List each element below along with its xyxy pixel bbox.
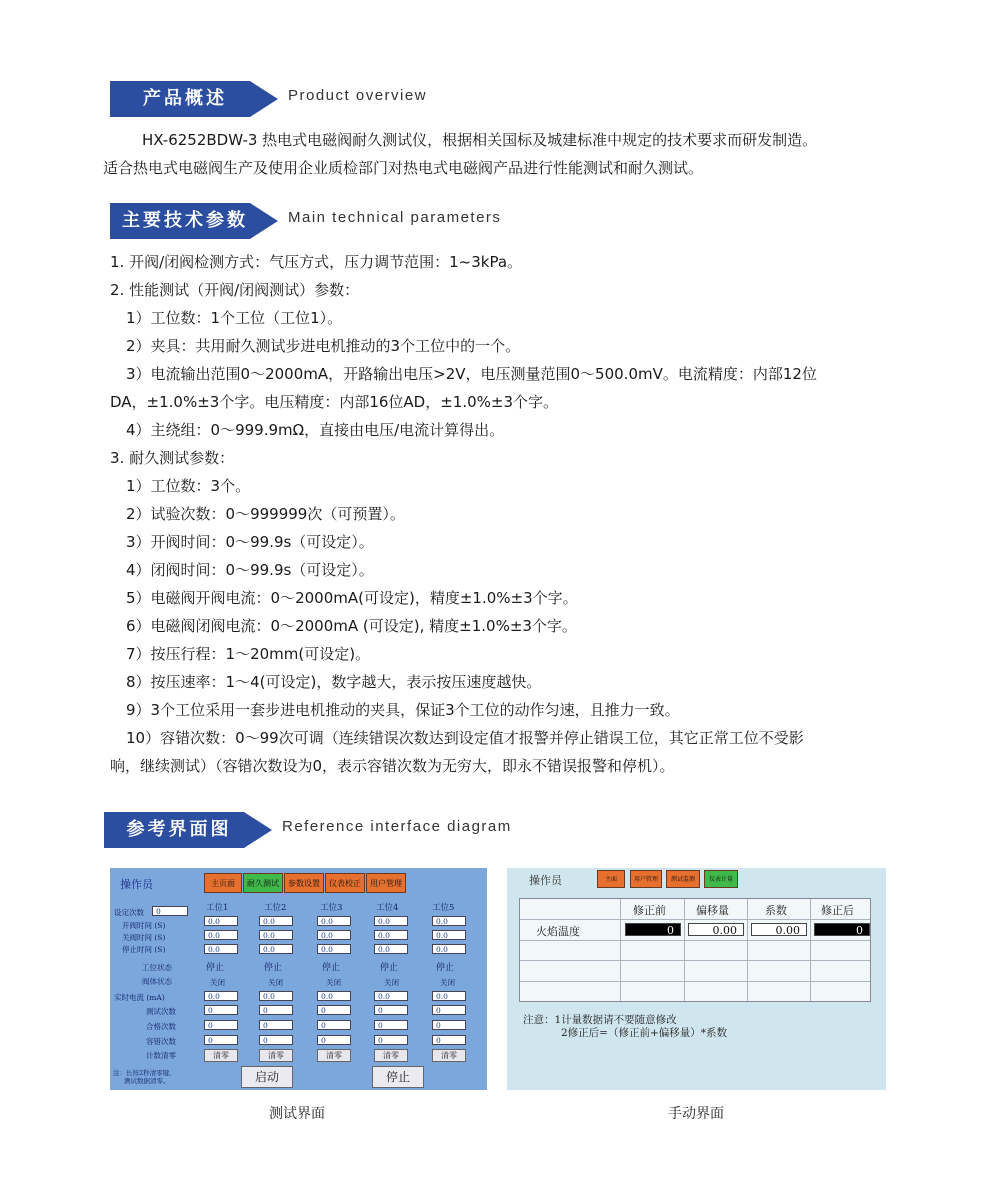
param-line: 5）电磁阀开阀电流：0～2000mA(可设定)，精度±1.0%±3个字。: [126, 589, 578, 607]
param-line: 9）3个工位采用一套步进电机推动的夹具，保证3个工位的动作匀速，且推力一致。: [126, 701, 680, 719]
time-input[interactable]: 0.0: [432, 916, 466, 926]
station-status-label: 工位状态: [142, 963, 172, 972]
test-interface-screenshot: [110, 868, 487, 1090]
param-line: 1. 开阀/闭阀检测方式：气压方式，压力调节范围：1~3kPa。: [110, 253, 523, 271]
tab-user-management[interactable]: 用户管理: [366, 873, 406, 893]
param-line: DA，±1.0%±3个字。电压精度：内部16位AD，±1.0%±3个字。: [110, 393, 559, 411]
test-count-label: 测试次数: [146, 1007, 176, 1016]
clear-button[interactable]: 清零: [317, 1049, 351, 1062]
note-line-2: 测试数据清零。: [124, 1077, 170, 1085]
table-divider: [620, 899, 621, 1001]
time-input[interactable]: 0.0: [259, 944, 293, 954]
pass-count-value: 0: [432, 1020, 466, 1030]
fault-count-value: 0: [432, 1035, 466, 1045]
valve-status-label: 阀体状态: [142, 977, 172, 986]
fault-count-value: 0: [317, 1035, 351, 1045]
note-line-1: 注意：1计量数据请不要随意修改: [523, 1014, 677, 1026]
pass-count-value: 0: [374, 1020, 408, 1030]
current-value: 0.0: [259, 991, 293, 1001]
row-label: 火焰温度: [536, 925, 580, 938]
pass-count-value: 0: [259, 1020, 293, 1030]
station-status: 停止: [322, 963, 341, 973]
column-header: 偏移量: [696, 904, 729, 917]
valve-status: 关闭: [268, 978, 283, 987]
calibration-table: [519, 898, 871, 1002]
table-divider: [520, 919, 870, 920]
time-input[interactable]: 0.0: [374, 916, 408, 926]
param-line: 3）开阀时间：0～99.9s（可设定）。: [126, 533, 374, 551]
factor-value[interactable]: 0.00: [751, 923, 807, 936]
station-header: 工位2: [264, 903, 287, 913]
time-input[interactable]: 0.0: [374, 944, 408, 954]
offset-value[interactable]: 0.00: [688, 923, 744, 936]
time-input[interactable]: 0.0: [204, 944, 238, 954]
column-header: 系数: [765, 904, 787, 917]
station-header: 工位3: [320, 903, 343, 913]
clear-count-label: 计数清零: [146, 1051, 176, 1060]
clear-button[interactable]: 清零: [204, 1049, 238, 1062]
param-line: 2）夹具：共用耐久测试步进电机推动的3个工位中的一个。: [126, 337, 521, 355]
after-correction-value[interactable]: 0: [814, 923, 870, 936]
time-input[interactable]: 0.0: [204, 930, 238, 940]
param-line: 8）按压速率：1～4(可设定)，数字越大，表示按压速度越快。: [126, 673, 542, 691]
tab-main[interactable]: 主面: [597, 870, 625, 888]
test-count-value: 0: [317, 1005, 351, 1015]
valve-status: 关闭: [440, 978, 455, 987]
fault-count-value: 0: [204, 1035, 238, 1045]
section-title: 主要技术参数: [122, 210, 248, 231]
overview-paragraph-1: HX-6252BDW-3 热电式电磁阀耐久测试仪，根据相关国标及城建标准中规定的技术要求而研发制造。: [142, 131, 818, 149]
table-divider: [684, 899, 685, 1001]
tab-meter-metering[interactable]: 仪表计量: [704, 870, 738, 888]
caption-manual-interface: 手动界面: [668, 1106, 724, 1122]
table-divider: [810, 899, 811, 1001]
note-line-2: 2修正后=（修正前+偏移量）*系数: [561, 1027, 728, 1039]
pass-count-label: 合格次数: [146, 1022, 176, 1031]
set-count-label: 设定次数: [114, 908, 144, 917]
param-line: 1）工位数：1个工位（工位1）。: [126, 309, 343, 327]
table-divider: [520, 981, 870, 982]
stop-time-label: 停止时间 (S): [122, 945, 166, 954]
table-divider: [747, 899, 748, 1001]
test-count-value: 0: [432, 1005, 466, 1015]
clear-button[interactable]: 清零: [432, 1049, 466, 1062]
test-count-value: 0: [374, 1005, 408, 1015]
time-input[interactable]: 0.0: [259, 930, 293, 940]
caption-test-interface: 测试界面: [269, 1106, 325, 1122]
time-input[interactable]: 0.0: [432, 944, 466, 954]
table-divider: [520, 940, 870, 941]
stop-button[interactable]: 停止: [372, 1066, 424, 1088]
clear-button[interactable]: 清零: [374, 1049, 408, 1062]
time-input[interactable]: 0.0: [432, 930, 466, 940]
manual-interface-screenshot: [507, 868, 886, 1090]
param-line: 6）电磁阀闭阀电流：0～2000mA (可设定), 精度±1.0%±3个字。: [126, 617, 577, 635]
time-input[interactable]: 0.0: [317, 930, 351, 940]
section-subtitle: Reference interface diagram: [282, 818, 512, 835]
set-count-input[interactable]: 0: [152, 906, 188, 916]
close-time-label: 关阀时间 (S): [122, 933, 166, 942]
test-count-value: 0: [259, 1005, 293, 1015]
section-subtitle: Main technical parameters: [288, 209, 502, 226]
param-line: 7）按压行程：1～20mm(可设定)。: [126, 645, 371, 663]
test-count-value: 0: [204, 1005, 238, 1015]
param-line: 10）容错次数：0～99次可调（连续错误次数达到设定值才报警并停止错误工位，其它正常工位不受影: [126, 729, 804, 747]
param-line: 3. 耐久测试参数：: [110, 449, 235, 467]
station-header: 工位5: [432, 903, 455, 913]
fault-count-value: 0: [259, 1035, 293, 1045]
valve-status: 关闭: [210, 978, 225, 987]
fault-count-label: 容错次数: [146, 1037, 176, 1046]
current-value: 0.0: [374, 991, 408, 1001]
time-input[interactable]: 0.0: [317, 916, 351, 926]
tab-main-page[interactable]: 主页面: [204, 873, 242, 893]
station-header: 工位4: [376, 903, 399, 913]
before-correction-value[interactable]: 0: [625, 923, 681, 936]
station-status: 停止: [206, 963, 225, 973]
station-status: 停止: [380, 963, 399, 973]
column-header: 修正后: [821, 904, 854, 917]
section-tag: [104, 812, 272, 848]
current-value: 0.0: [317, 991, 351, 1001]
pass-count-value: 0: [317, 1020, 351, 1030]
pass-count-value: 0: [204, 1020, 238, 1030]
param-line: 响，继续测试）（容错次数设为0，表示容错次数为无穷大，即永不错误报警和停机）。: [110, 757, 675, 775]
tab-test-monitor[interactable]: 测试监测: [666, 870, 700, 888]
fault-count-value: 0: [374, 1035, 408, 1045]
column-header: 修正前: [633, 904, 666, 917]
section-subtitle: Product overview: [288, 87, 428, 104]
param-line: 1）工位数：3个。: [126, 477, 251, 495]
time-input[interactable]: 0.0: [259, 916, 293, 926]
clear-button[interactable]: 清零: [259, 1049, 293, 1062]
tab-user-management[interactable]: 用户管理: [630, 870, 662, 888]
time-input[interactable]: 0.0: [374, 930, 408, 940]
note-line-1: 注：长按2秒清零键,: [113, 1069, 172, 1077]
station-status: 停止: [264, 963, 283, 973]
table-divider: [520, 960, 870, 961]
start-button[interactable]: 启动: [241, 1066, 293, 1088]
station-status: 停止: [436, 963, 455, 973]
time-input[interactable]: 0.0: [317, 944, 351, 954]
tab-meter-calibration[interactable]: 仪表校正: [325, 873, 365, 893]
tab-durability-test[interactable]: 耐久测试: [243, 873, 283, 893]
current-label: 实时电流 (mA): [114, 993, 165, 1002]
valve-status: 关闭: [384, 978, 399, 987]
param-line: 2. 性能测试（开阀/闭阀测试）参数：: [110, 281, 360, 299]
section-title: 参考界面图: [126, 819, 232, 840]
param-line: 3）电流输出范围0～2000mA，开路输出电压>2V，电压测量范围0～500.0mV。电流精度：内部12位: [126, 365, 817, 383]
overview-paragraph-2: 适合热电式电磁阀生产及使用企业质检部门对热电式电磁阀产品进行性能测试和耐久测试。: [103, 159, 704, 177]
param-line: 4）主绕组：0～999.9mΩ，直接由电压/电流计算得出。: [126, 421, 505, 439]
current-value: 0.0: [204, 991, 238, 1001]
station-header: 工位1: [206, 903, 229, 913]
open-time-label: 开阀时间 (S): [122, 921, 166, 930]
section-tag: [110, 203, 278, 239]
param-line: 2）试验次数：0～999999次（可预置）。: [126, 505, 405, 523]
operator-label: 操作员: [529, 874, 562, 887]
section-title: 产品概述: [143, 88, 227, 109]
valve-status: 关闭: [326, 978, 341, 987]
param-line: 4）闭阀时间：0～99.9s（可设定）。: [126, 561, 374, 579]
time-input[interactable]: 0.0: [204, 916, 238, 926]
tab-parameter-settings[interactable]: 参数设置: [284, 873, 324, 893]
operator-label: 操作员: [120, 878, 153, 891]
section-tag: [110, 81, 278, 117]
current-value: 0.0: [432, 991, 466, 1001]
